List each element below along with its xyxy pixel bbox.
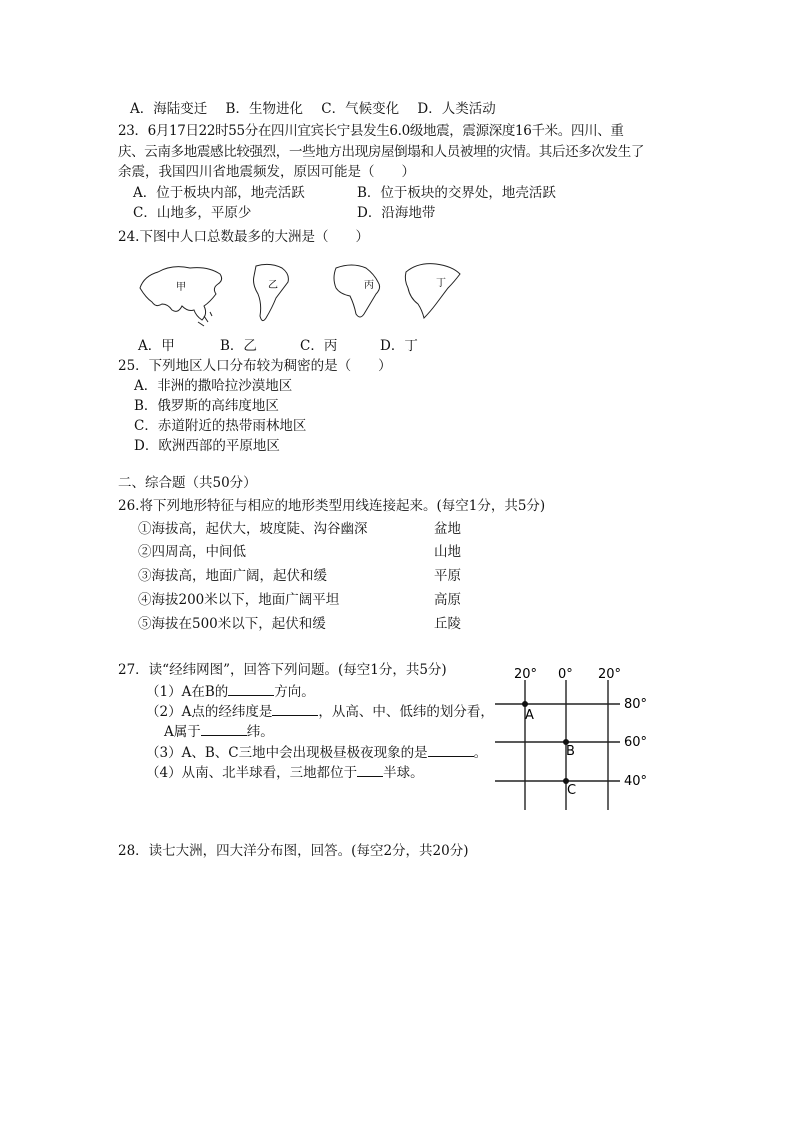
q24-option-b: B．乙 — [220, 338, 257, 354]
q23-option-b: B．位于板块的交界处，地壳活跃 — [357, 185, 556, 201]
q26-type-5: 丘陵 — [434, 616, 461, 632]
q24-option-c: C．丙 — [300, 338, 338, 354]
q27-sub4-tail: 半球。 — [383, 765, 424, 781]
africa-outline — [334, 265, 380, 317]
q23-option-d: D．沿海地带 — [357, 205, 436, 221]
q26-feature-3: ③海拔高，地面广阔，起伏和缓 — [138, 568, 327, 584]
lat-lon-grid-figure — [490, 660, 650, 812]
q23-option-a: A．位于板块内部，地壳活跃 — [133, 185, 305, 201]
q25-stem: 25．下列地区人口分布较为稠密的是（ ） — [118, 358, 392, 374]
point-b-label: B — [566, 744, 575, 759]
q26-feature-2: ②四周高，中间低 — [138, 544, 246, 560]
continent-outlines — [138, 258, 468, 328]
map-label-bing: 丙 — [364, 280, 374, 291]
q23-stem-line1: 23．6月17日22时55分在四川宜宾长宁县发生6.0级地震，震源深度16千米。四川、重 — [118, 123, 624, 139]
q23-option-c: C．山地多，平原少 — [133, 205, 252, 221]
q22-option-d: D．人类活动 — [417, 101, 496, 117]
q27-sub3-text: （3）A、B、C三地中会出现极昼极夜现象的是 — [146, 745, 428, 761]
q27-sub2 — [146, 702, 494, 721]
q26-feature-4: ④海拔200米以下，地面广阔平坦 — [138, 592, 340, 608]
q22-option-a: A．海陆变迁 — [130, 101, 208, 117]
asia-outline — [140, 267, 222, 320]
south-america-outline — [254, 264, 289, 320]
north-america-outline — [405, 264, 460, 318]
lon-label-1: 20° — [514, 667, 538, 682]
q27-sub2-text: （2）A点的经纬度是 — [146, 704, 273, 720]
q27-sub1-text: （1）A在B的 — [146, 684, 229, 700]
map-label-yi: 乙 — [268, 280, 278, 291]
q24-option-a: A．甲 — [138, 338, 175, 354]
lat-label-1: 80° — [624, 697, 648, 712]
q22-option-c: C．气候变化 — [321, 101, 400, 117]
q24-options — [138, 337, 418, 355]
q27-sub3-tail: 。 — [473, 745, 488, 761]
q27-sub2-cont — [164, 722, 274, 741]
q25-option-a: A．非洲的撒哈拉沙漠地区 — [134, 378, 293, 394]
q27-blank-hemisphere[interactable] — [357, 763, 383, 777]
q26-type-3: 平原 — [434, 568, 461, 584]
lat-lon-grid — [490, 660, 650, 812]
q28-stem: 28．读七大洲，四大洋分布图，回答。(每空2分，共20分) — [118, 843, 469, 859]
lat-label-3: 40° — [624, 774, 648, 789]
q26-stem: 26.将下列地形特征与相应的地形类型用线连接起来。(每空1分，共5分) — [118, 498, 546, 514]
q27-blank-coordinates[interactable] — [272, 702, 318, 716]
lon-label-2: 0° — [558, 667, 573, 682]
q27-sub2-tail: ，从高、中、低纬的划分看， — [318, 704, 494, 720]
point-c-label: C — [567, 783, 577, 798]
q23-stem-line3: 余震，我国四川省地震频发，原因可能是（ ） — [118, 164, 415, 180]
continent-maps — [138, 258, 468, 328]
section2-title: 二、综合题（共50分） — [118, 475, 257, 491]
q26-feature-5: ⑤海拔在500米以下，起伏和缓 — [138, 616, 326, 632]
q25-option-c: C．赤道附近的热带雨林地区 — [134, 418, 307, 434]
map-label-ding: 丁 — [436, 278, 446, 289]
q27-stem: 27．读“经纬网图”，回答下列问题。(每空1分，共5分) — [118, 662, 447, 678]
q27-blank-direction[interactable] — [228, 682, 274, 696]
lon-label-3: 20° — [598, 667, 622, 682]
point-a-marker — [522, 701, 528, 707]
q27-blank-polar-day[interactable] — [428, 743, 474, 757]
q27-sub2-cont-text: A属于 — [164, 724, 201, 740]
q27-sub1 — [146, 682, 315, 701]
q27-blank-latitude-zone[interactable] — [201, 722, 247, 736]
q22-option-b: B．生物进化 — [225, 101, 303, 117]
lat-label-2: 60° — [624, 735, 648, 750]
q25-option-b: B．俄罗斯的高纬度地区 — [134, 398, 279, 414]
q27-sub4 — [146, 763, 424, 782]
q24-stem: 24.下图中人口总数最多的大洲是（ ） — [118, 229, 369, 245]
point-a-label: A — [525, 708, 534, 723]
q27-sub3 — [146, 743, 487, 762]
map-label-jia: 甲 — [176, 282, 186, 293]
q27-sub2-cont-tail: 纬。 — [246, 724, 274, 740]
q27-sub1-tail: 方向。 — [274, 684, 315, 700]
q26-type-4: 高原 — [434, 592, 461, 608]
q26-feature-1: ①海拔高，起伏大，坡度陡、沟谷幽深 — [138, 521, 368, 537]
q26-type-1: 盆地 — [434, 521, 461, 537]
q22-options — [130, 100, 496, 118]
q25-option-d: D．欧洲西部的平原地区 — [134, 438, 280, 454]
q24-option-d: D．丁 — [380, 338, 418, 354]
q23-stem-line2: 庆、云南多地震感比较强烈，一些地方出现房屋倒塌和人员被埋的灾情。其后还多次发生了 — [118, 144, 644, 160]
q26-type-2: 山地 — [434, 544, 461, 560]
q27-sub4-text: （4）从南、北半球看，三地都位于 — [146, 765, 358, 781]
